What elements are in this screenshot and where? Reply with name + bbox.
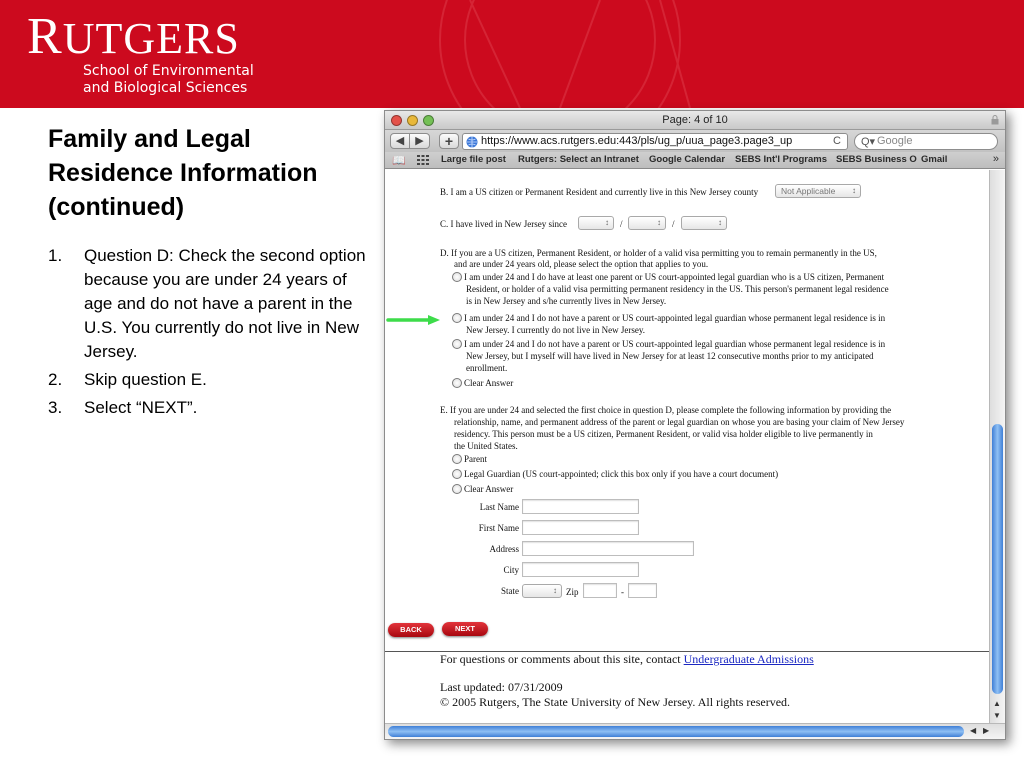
- undergraduate-admissions-link[interactable]: Undergraduate Admissions: [683, 652, 814, 666]
- bookmark-google-calendar[interactable]: Google Calendar: [649, 154, 726, 165]
- question-e-clear-radio[interactable]: [452, 484, 462, 494]
- state-label: State: [501, 586, 519, 596]
- question-d-clear-label: Clear Answer: [464, 378, 514, 388]
- residence-day-select[interactable]: ↕: [628, 216, 666, 230]
- address-bar[interactable]: [462, 133, 848, 150]
- question-d-text-line-1: D. If you are a US citizen, Permanent Resident, or holder of a valid visa permitting you to remain permanently in the US,: [440, 248, 877, 258]
- question-d-option-1-label: I am under 24 and I do have at least one parent or US court-appointed legal guardian who is a US citizen, Permanent: [464, 272, 885, 282]
- question-d-option-1-radio[interactable]: [452, 272, 462, 282]
- bookmark-rutgers-intranet[interactable]: Rutgers: Select an Intranet: [518, 154, 639, 165]
- window-title: Page: 4 of 10: [662, 114, 728, 126]
- question-e-text-line-3: residency. This person must be a US citizen, Permanent Resident, or valid visa holder eligible to live permanently in: [454, 429, 873, 439]
- question-d-option-2-label: New Jersey. I currently do not live in New Jersey.: [466, 325, 646, 335]
- last-name-label: Last Name: [479, 502, 519, 512]
- search-placeholder: Google: [877, 135, 913, 147]
- bookmark-sebs-intl-programs[interactable]: SEBS Int'l Programs: [735, 154, 828, 165]
- school-name-line-2: and Biological Sciences: [83, 80, 248, 96]
- bookmark-gmail[interactable]: Gmail: [921, 154, 948, 165]
- question-e-text-line-4: the United States.: [454, 441, 518, 451]
- add-bookmark-button[interactable]: +: [439, 133, 459, 149]
- residence-year-select[interactable]: ↕: [681, 216, 727, 230]
- question-e-text-line-1: E. If you are under 24 and selected the first choice in question D, please complete the following information by providing the: [440, 405, 892, 415]
- window-titlebar: [385, 111, 1005, 130]
- question-d-option-3-label: New Jersey, but I myself will have lived in New Jersey for at least 12 consecutive months prior to my anticipated: [466, 351, 874, 361]
- question-d-option-2-radio[interactable]: [452, 313, 462, 323]
- reload-icon[interactable]: C: [833, 135, 841, 147]
- zip-label: Zip: [566, 587, 579, 597]
- scroll-up-arrow-icon[interactable]: ▲: [993, 699, 1001, 708]
- question-d-option-1-label: Resident, or holder of a valid visa permitting permanent residency in the US. This person's permanent legal residence: [466, 284, 889, 294]
- next-form-button[interactable]: NEXT: [442, 622, 488, 636]
- zip-separator: -: [621, 587, 624, 597]
- question-e-guardian-radio[interactable]: [452, 469, 462, 479]
- instruction-steps: [48, 244, 366, 424]
- scroll-down-arrow-icon[interactable]: ▼: [993, 711, 1001, 720]
- question-d-clear-radio[interactable]: [452, 378, 462, 388]
- address-field[interactable]: [522, 541, 694, 556]
- bookmarks-overflow-button[interactable]: »: [992, 153, 999, 165]
- date-separator: /: [672, 219, 675, 229]
- question-e-parent-radio[interactable]: [452, 454, 462, 464]
- browser-toolbar: [385, 130, 1005, 152]
- question-d-option-2-label: I am under 24 and I do not have a parent or US court-appointed legal guardian whose permanent legal residence is in: [464, 313, 886, 323]
- book-icon[interactable]: 📖: [392, 155, 406, 167]
- instruction-step: 2. Skip question E.: [48, 370, 207, 389]
- rutgers-wordmark: RUTGERS: [27, 8, 240, 65]
- globe-icon: [466, 136, 478, 148]
- bookmark-sebs-business[interactable]: SEBS Business O: [836, 154, 917, 165]
- city-field[interactable]: [522, 562, 639, 577]
- footer-contact: For questions or comments about this site, contact Undergraduate Admissions: [440, 652, 814, 666]
- question-d-option-1-label: is in New Jersey and s/he currently lives in New Jersey.: [466, 296, 667, 306]
- slide-title: Family and Legal Residence Information (continued): [48, 125, 318, 221]
- green-pointer-arrow-icon: [386, 313, 442, 327]
- first-name-label: First Name: [478, 523, 519, 533]
- residence-month-select[interactable]: ↕: [578, 216, 614, 230]
- vertical-scrollbar[interactable]: [989, 170, 1005, 723]
- last-name-field[interactable]: [522, 499, 639, 514]
- question-d-option-3-label: I am under 24 and I do not have a parent or US court-appointed legal guardian whose permanent legal residence is in: [464, 339, 886, 349]
- scroll-right-arrow-icon[interactable]: ▶: [983, 726, 990, 735]
- date-separator: /: [620, 219, 623, 229]
- zip-extension-field[interactable]: [628, 583, 657, 598]
- horizontal-scroll-thumb[interactable]: [388, 726, 964, 737]
- back-form-button[interactable]: BACK: [388, 623, 434, 637]
- question-e-clear-label: Clear Answer: [464, 484, 514, 494]
- question-e-text-line-2: relationship, name, and permanent address of the parent or legal guardian on whose you are basing your claim of New Jersey: [454, 417, 905, 427]
- instruction-step: 1. Question D: Check the second option because you are under 24 years of age and do not have a parent in the U.S. You currently do not live in New Jersey.: [48, 246, 366, 361]
- forward-button[interactable]: ▶: [410, 133, 430, 149]
- question-e-parent-label: Parent: [464, 454, 487, 464]
- horizontal-scrollbar[interactable]: [385, 723, 1005, 739]
- bookmarks-bar: [385, 152, 1005, 169]
- footer-last-updated: Last updated: 07/31/2009: [440, 680, 563, 694]
- vertical-scroll-thumb[interactable]: [992, 424, 1003, 694]
- question-d-option-3-label: enrollment.: [466, 363, 508, 373]
- question-d-text-line-2: and are under 24 years old, please select the option that applies to you.: [454, 259, 709, 269]
- first-name-field[interactable]: [522, 520, 639, 535]
- scroll-left-arrow-icon[interactable]: ◀: [970, 726, 977, 735]
- url-text: https://www.acs.rutgers.edu:443/pls/ug_p/uua_page3.page3_up: [481, 135, 793, 147]
- county-select[interactable]: Not Applicable ↕: [775, 184, 861, 198]
- question-d-option-3-radio[interactable]: [452, 339, 462, 349]
- lock-icon: [991, 115, 999, 125]
- back-button[interactable]: ◀: [390, 133, 410, 149]
- rutgers-banner: [0, 0, 1024, 108]
- grid-icon[interactable]: [417, 155, 429, 165]
- search-input[interactable]: [854, 133, 998, 150]
- state-select[interactable]: ↕: [522, 584, 562, 598]
- zip-field[interactable]: [583, 583, 617, 598]
- footer-copyright: © 2005 Rutgers, The State University of New Jersey. All rights reserved.: [440, 695, 791, 709]
- web-page-content: [385, 170, 989, 723]
- search-icon: Q▾: [861, 136, 876, 148]
- address-label: Address: [489, 544, 519, 554]
- question-b-text: B. I am a US citizen or Permanent Resident and currently live in this New Jersey county: [440, 187, 759, 197]
- school-name-line-1: School of Environmental: [83, 63, 254, 79]
- question-e-guardian-label: Legal Guardian (US court-appointed; click this box only if you have a court document): [464, 469, 779, 479]
- instruction-step: 3. Select “NEXT”.: [48, 398, 198, 417]
- city-label: City: [503, 565, 519, 575]
- question-c-text: C. I have lived in New Jersey since: [440, 219, 567, 229]
- bookmark-large-file-post[interactable]: Large file post: [441, 154, 506, 165]
- browser-window: [384, 110, 1006, 740]
